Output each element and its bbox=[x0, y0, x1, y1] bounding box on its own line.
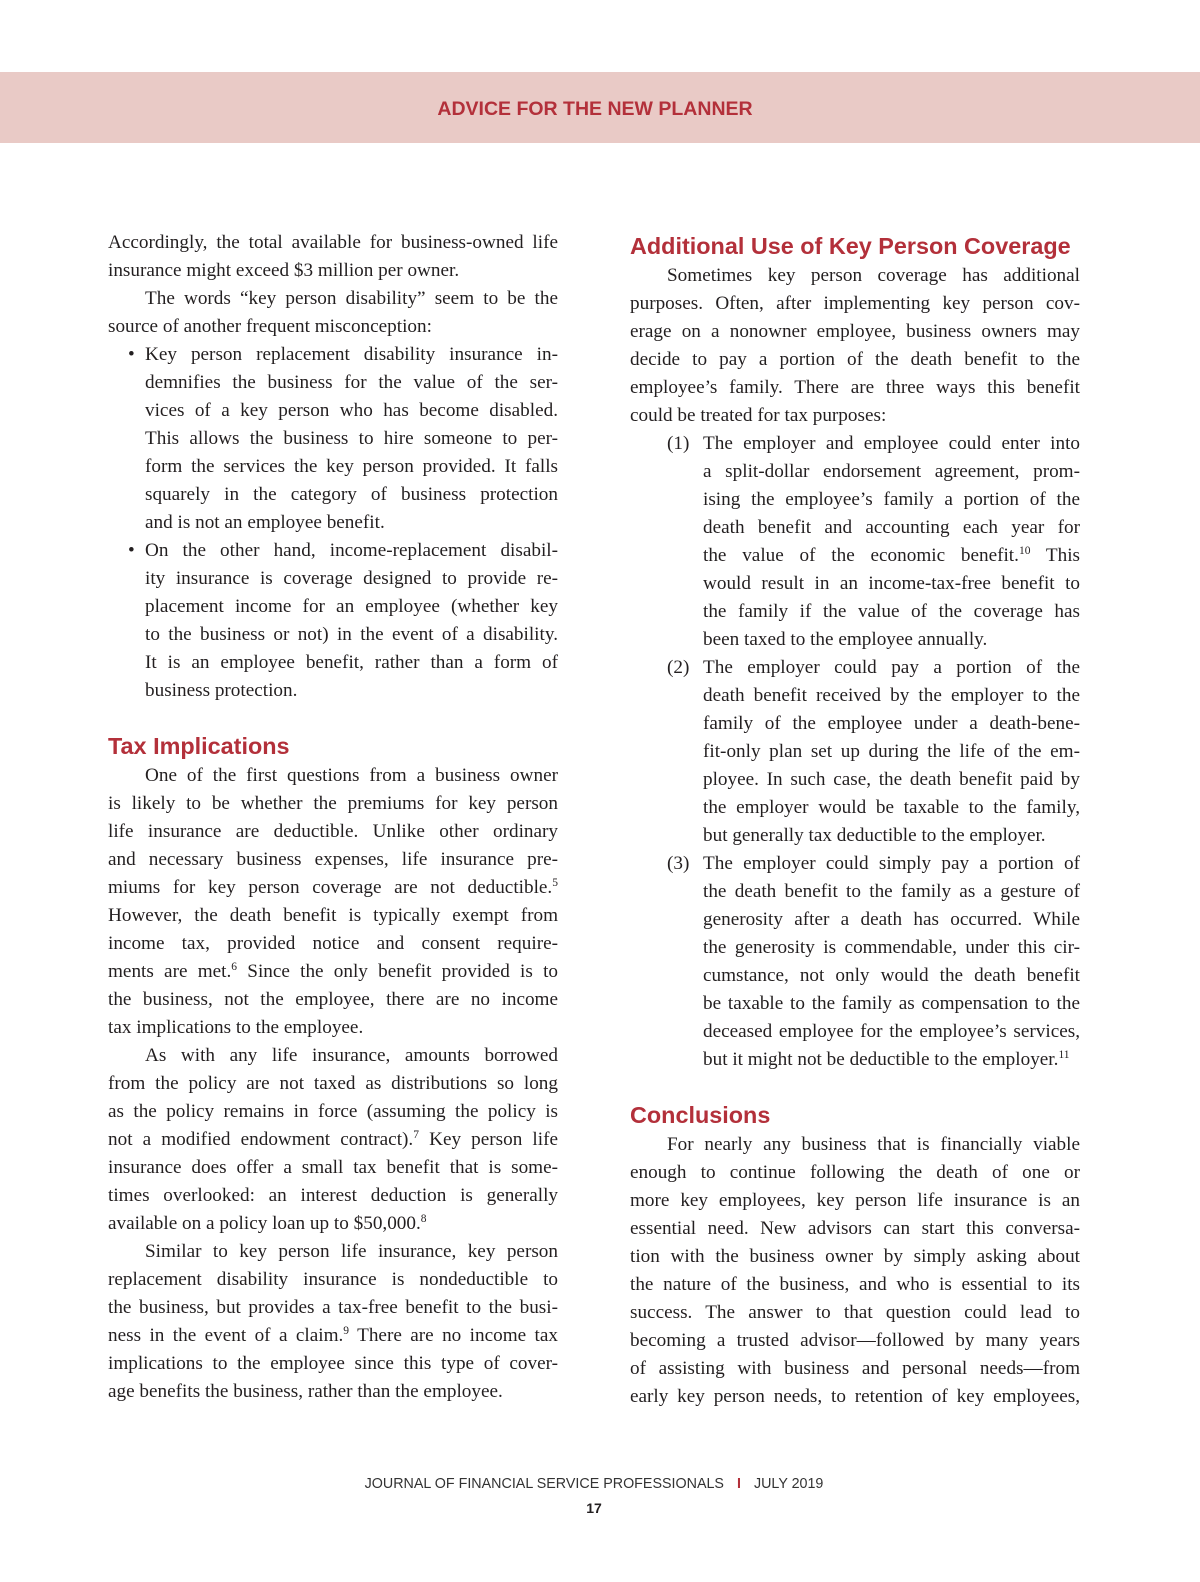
text-line: As with any life insurance, amounts borrowed bbox=[145, 1045, 558, 1066]
text-line: the business, but provides a tax-free benefit to the busi- bbox=[108, 1297, 558, 1318]
text-line: deceased employee for the employee’s services, bbox=[703, 1021, 1080, 1042]
text-line: the death benefit to the family as a gesture of bbox=[703, 881, 1080, 902]
text-line: and is not an employee benefit. bbox=[145, 512, 385, 533]
text-segment: ness in the event of a claim. bbox=[108, 1325, 344, 1346]
text-line: as the policy remains in force (assuming the policy is bbox=[108, 1101, 558, 1122]
text-line: age benefits the business, rather than the employee. bbox=[108, 1381, 503, 1402]
text-line: be taxable to the family as compensation to the bbox=[703, 993, 1080, 1014]
text-line bbox=[108, 958, 558, 986]
numbered-item bbox=[630, 654, 1080, 850]
text-line bbox=[703, 542, 1080, 570]
footnote-ref: 11 bbox=[1058, 1049, 1070, 1062]
text-segment: Key person life bbox=[418, 1129, 558, 1150]
section-heading: Tax Implications bbox=[108, 733, 290, 759]
text-line: ity insurance is coverage designed to provide re- bbox=[145, 568, 558, 589]
text-line: fit-only plan set up during the life of the em- bbox=[703, 741, 1080, 762]
text-line: could be treated for tax purposes: bbox=[630, 405, 887, 426]
text-line: The employer could pay a portion of the bbox=[703, 657, 1080, 678]
text-line: ployee. In such case, the death benefit paid by bbox=[703, 769, 1080, 790]
text-line: The words “key person disability” seem to be the bbox=[145, 288, 558, 309]
text-line: purposes. Often, after implementing key person cov- bbox=[630, 293, 1080, 314]
text-line: It is an employee benefit, rather than a form of bbox=[145, 652, 558, 673]
text-segment: There are no income tax bbox=[349, 1325, 558, 1346]
text-line: death benefit and accounting each year for bbox=[703, 517, 1080, 538]
text-line: tax implications to the employee. bbox=[108, 1017, 364, 1038]
bullet-item bbox=[108, 341, 558, 537]
text-line: the generosity is commendable, under this cir- bbox=[703, 937, 1080, 958]
right-column bbox=[630, 232, 1080, 1411]
text-line: This allows the business to hire someone to per- bbox=[145, 428, 558, 449]
text-line: enough to continue following the death of one or bbox=[630, 1162, 1080, 1183]
text-line: becoming a trusted advisor—followed by many years bbox=[630, 1330, 1080, 1351]
list-number: (1) bbox=[667, 433, 690, 454]
text-line bbox=[108, 874, 558, 902]
text-line: form the services the key person provided. It falls bbox=[145, 456, 558, 477]
text-line: vices of a key person who has become disabled. bbox=[145, 400, 558, 421]
paragraph bbox=[108, 1238, 558, 1406]
numbered-item bbox=[630, 850, 1080, 1074]
text-line: insurance does offer a small tax benefit that is some- bbox=[108, 1157, 558, 1178]
text-line: but generally tax deductible to the employer. bbox=[703, 825, 1046, 846]
text-line: been taxed to the employee annually. bbox=[703, 629, 988, 650]
text-line: decide to pay a portion of the death benefit to the bbox=[630, 349, 1080, 370]
list-number: (2) bbox=[667, 657, 690, 678]
text-line: employee’s family. There are three ways this benefit bbox=[630, 377, 1080, 398]
footnote-ref: 7 bbox=[413, 1129, 419, 1142]
text-line: tion with the business owner by simply asking about bbox=[630, 1246, 1080, 1267]
section-heading: Additional Use of Key Person Coverage bbox=[630, 233, 1071, 259]
text-line: income tax, provided notice and consent require- bbox=[108, 933, 558, 954]
footnote-ref: 10 bbox=[1018, 545, 1031, 558]
numbered-item bbox=[630, 430, 1080, 654]
left-column bbox=[108, 229, 558, 1406]
text-line: Sometimes key person coverage has additional bbox=[667, 265, 1080, 286]
section-banner bbox=[0, 72, 1200, 143]
footer-separator: I bbox=[736, 1476, 741, 1492]
section-banner-title: ADVICE FOR THE NEW PLANNER bbox=[437, 98, 753, 120]
paragraph bbox=[108, 229, 558, 285]
journal-name: JOURNAL OF FINANCIAL SERVICE PROFESSIONALS bbox=[364, 1476, 724, 1492]
text-line: and necessary business expenses, life insurance pre- bbox=[108, 849, 558, 870]
text-line: However, the death benefit is typically exempt from bbox=[108, 905, 558, 926]
text-segment: Since the only benefit provided is to bbox=[237, 961, 558, 982]
text-line: more key employees, key person life insurance is an bbox=[630, 1190, 1080, 1211]
text-line: the nature of the business, and who is essential to its bbox=[630, 1274, 1080, 1295]
text-line: demnifies the business for the value of the ser- bbox=[145, 372, 558, 393]
text-line: life insurance are deductible. Unlike other ordinary bbox=[108, 821, 558, 842]
text-line: of assisting with business and personal needs—from bbox=[630, 1358, 1080, 1379]
text-line: source of another frequent misconception: bbox=[108, 316, 432, 337]
text-line bbox=[703, 1046, 1080, 1074]
text-line: placement income for an employee (whether key bbox=[145, 596, 558, 617]
text-line: replacement disability insurance is nondeductible to bbox=[108, 1269, 558, 1290]
text-line: early key person needs, to retention of key employees, bbox=[630, 1386, 1080, 1407]
paragraph bbox=[630, 262, 1080, 430]
text-line: is likely to be whether the premiums for key person bbox=[108, 793, 558, 814]
text-line bbox=[108, 1210, 558, 1238]
paragraph bbox=[630, 1131, 1080, 1411]
text-line: to the business or not) in the event of a disability. bbox=[145, 624, 558, 645]
text-line: erage on a nonowner employee, business owners may bbox=[630, 321, 1080, 342]
running-footer bbox=[0, 1474, 1188, 1494]
text-segment: available on a policy loan up to $50,000. bbox=[108, 1213, 421, 1234]
bullet-marker: • bbox=[128, 344, 135, 365]
text-line: family of the employee under a death-bene- bbox=[703, 713, 1080, 734]
text-line: a split-dollar endorsement agreement, prom- bbox=[703, 461, 1080, 482]
list-number: (3) bbox=[667, 853, 690, 874]
text-line: insurance might exceed $3 million per owner. bbox=[108, 260, 460, 281]
text-line bbox=[108, 1126, 558, 1154]
text-line: the family if the value of the coverage has bbox=[703, 601, 1080, 622]
text-line: the business, not the employee, there are no income bbox=[108, 989, 558, 1010]
page-number: 17 bbox=[586, 1500, 602, 1516]
footnote-ref: 5 bbox=[552, 877, 558, 890]
text-line: business protection. bbox=[145, 680, 298, 701]
text-line: death benefit received by the employer to the bbox=[703, 685, 1080, 706]
bullet-item bbox=[108, 537, 558, 705]
text-line: The employer and employee could enter into bbox=[703, 433, 1080, 454]
bullet-marker: • bbox=[128, 540, 135, 561]
text-line: from the policy are not taxed as distributions so long bbox=[108, 1073, 558, 1094]
text-line: One of the first questions from a business owner bbox=[145, 765, 558, 786]
text-line: Similar to key person life insurance, key person bbox=[145, 1241, 558, 1262]
text-line: the employer would be taxable to the family, bbox=[703, 797, 1080, 818]
text-segment: but it might not be deductible to the employer. bbox=[703, 1049, 1059, 1070]
text-segment: miums for key person coverage are not deductible. bbox=[108, 877, 553, 898]
text-line: would result in an income-tax-free benefit to bbox=[703, 573, 1080, 594]
section-heading: Conclusions bbox=[630, 1102, 771, 1128]
text-line: success. The answer to that question could lead to bbox=[630, 1302, 1080, 1323]
text-line: Key person replacement disability insurance in- bbox=[145, 344, 558, 365]
text-line: essential need. New advisors can start this conversa- bbox=[630, 1218, 1080, 1239]
paragraph bbox=[108, 1042, 558, 1238]
text-line: ising the employee’s family a portion of the bbox=[703, 489, 1080, 510]
footnote-ref: 9 bbox=[343, 1325, 350, 1338]
paragraph bbox=[108, 285, 558, 341]
text-line: The employer could simply pay a portion of bbox=[703, 853, 1080, 874]
footnote-ref: 6 bbox=[231, 961, 238, 974]
text-segment: ments are met. bbox=[108, 961, 232, 982]
text-line bbox=[108, 1322, 558, 1350]
text-line: times overlooked: an interest deduction is generally bbox=[108, 1185, 558, 1206]
text-line: squarely in the category of business protection bbox=[145, 484, 558, 505]
text-segment: not a modified endowment contract). bbox=[108, 1129, 414, 1150]
text-line: implications to the employee since this type of cover- bbox=[108, 1353, 558, 1374]
text-line: For nearly any business that is financially viable bbox=[667, 1134, 1080, 1155]
footnote-ref: 8 bbox=[420, 1213, 427, 1226]
text-line: On the other hand, income-replacement disabil- bbox=[145, 540, 558, 561]
text-line: Accordingly, the total available for business-owned life bbox=[108, 232, 558, 253]
issue-date: JULY 2019 bbox=[753, 1476, 824, 1492]
paragraph bbox=[108, 762, 558, 1042]
text-segment: the value of the economic benefit. bbox=[703, 545, 1019, 566]
text-line: generosity after a death has occurred. While bbox=[703, 909, 1080, 930]
text-line: cumstance, not only would the death benefit bbox=[703, 965, 1080, 986]
text-segment: This bbox=[1030, 545, 1081, 566]
